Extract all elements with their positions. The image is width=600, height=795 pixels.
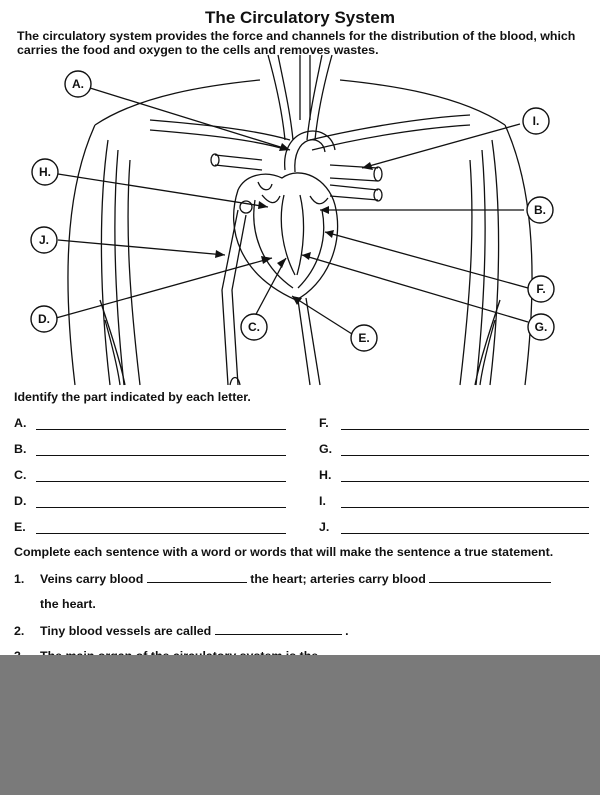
answer-line[interactable] — [36, 418, 286, 430]
complete-instruction: Complete each sentence with a word or words that will make the sentence a true statement. — [14, 545, 554, 559]
label-d: D. — [38, 312, 50, 326]
answer-line[interactable] — [341, 496, 589, 508]
answer-row — [319, 520, 589, 534]
label-e: E. — [358, 331, 370, 345]
label-a: A. — [72, 77, 84, 91]
answer-line[interactable] — [341, 522, 589, 534]
answer-line[interactable] — [36, 444, 286, 456]
answer-line[interactable] — [36, 470, 286, 482]
answer-row — [14, 520, 286, 534]
label-j: J. — [38, 233, 50, 247]
label-h: H. — [39, 165, 51, 179]
answer-letter: B. — [14, 442, 27, 456]
answer-line[interactable] — [36, 522, 286, 534]
question-2 — [14, 623, 349, 638]
fill-blank[interactable] — [429, 571, 551, 583]
answer-row — [319, 442, 589, 456]
answer-letter: J. — [319, 520, 330, 534]
label-b: B. — [534, 203, 546, 217]
answer-row — [319, 416, 589, 430]
answer-letter: I. — [319, 494, 326, 508]
answer-row — [14, 494, 286, 508]
question-1 — [14, 571, 551, 586]
page-title: The Circulatory System — [205, 8, 395, 27]
answer-line[interactable] — [341, 418, 589, 430]
question-1-continued — [14, 597, 96, 611]
intro-paragraph: The circulatory system provides the force and channels for the distribution of the blood, which carries the food and oxygen to the cells and removes wastes. — [17, 29, 576, 57]
label-g: G. — [534, 320, 548, 334]
circulatory-diagram — [0, 0, 600, 390]
answer-line[interactable] — [341, 470, 589, 482]
question-text: Tiny blood vessels are called — [40, 624, 212, 638]
answer-letter: D. — [14, 494, 27, 508]
label-f: F. — [536, 282, 546, 296]
answer-letter: C. — [14, 468, 27, 482]
answer-row — [14, 442, 286, 456]
answer-letter: H. — [319, 468, 332, 482]
label-i: I. — [532, 114, 540, 128]
answer-letter: F. — [319, 416, 329, 430]
answer-letter: E. — [14, 520, 26, 534]
answer-row — [14, 468, 286, 482]
question-text: Veins carry blood — [40, 572, 144, 586]
fill-blank[interactable] — [215, 623, 342, 635]
answer-letter: A. — [14, 416, 27, 430]
answer-row — [319, 494, 589, 508]
question-text: the heart; arteries carry blood — [250, 572, 426, 586]
identify-instruction: Identify the part indicated by each letter. — [14, 390, 251, 404]
fill-blank[interactable] — [147, 571, 247, 583]
question-number: 2. — [14, 624, 25, 638]
gray-overlay — [0, 655, 600, 795]
answer-row — [14, 416, 286, 430]
answer-line[interactable] — [341, 444, 589, 456]
answer-letter: G. — [319, 442, 333, 456]
question-number: 1. — [14, 572, 25, 586]
question-text: the heart. — [40, 597, 96, 611]
answer-row — [319, 468, 589, 482]
answer-line[interactable] — [36, 496, 286, 508]
question-text: . — [345, 624, 349, 638]
label-c: C. — [248, 320, 260, 334]
